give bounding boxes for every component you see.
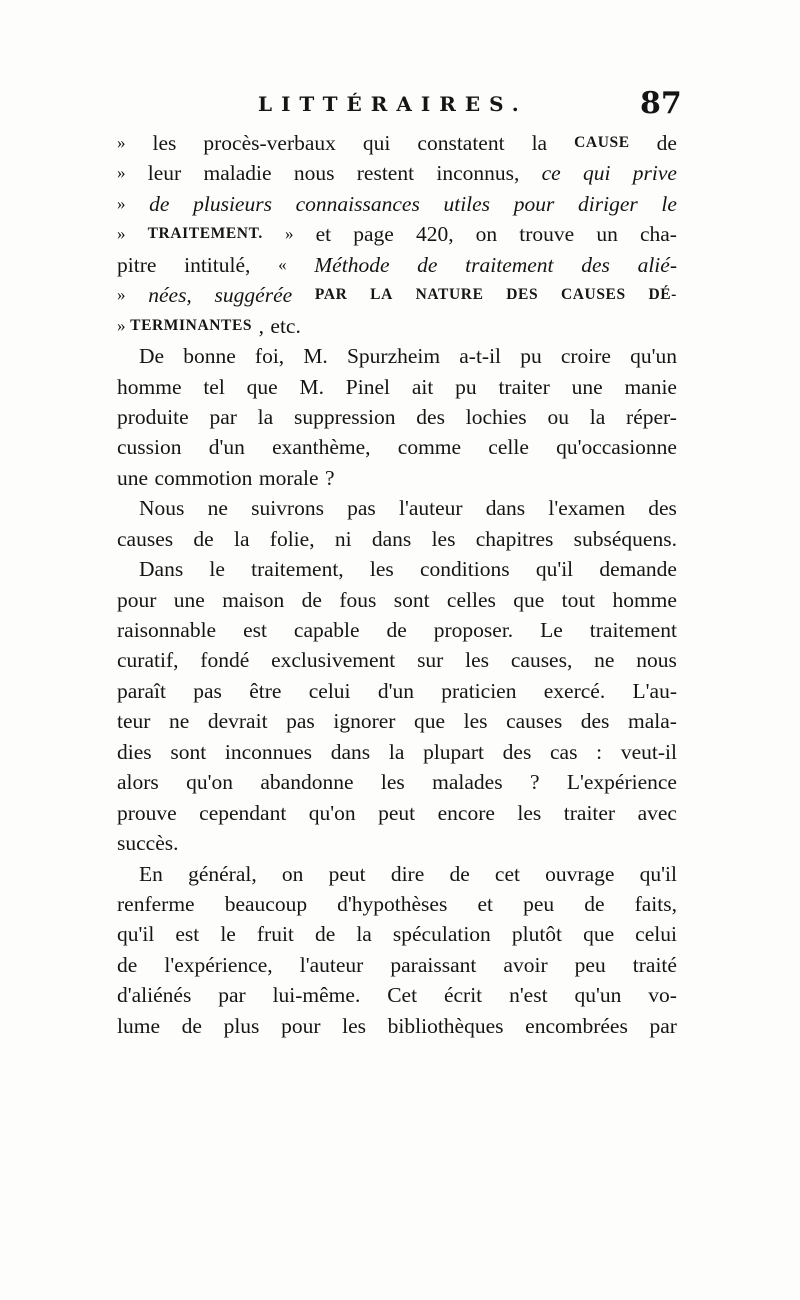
word: vo- bbox=[648, 983, 677, 1008]
word: traitement, bbox=[251, 557, 344, 582]
text-line bbox=[117, 798, 677, 828]
word: exanthème, bbox=[272, 435, 371, 460]
word: celui bbox=[308, 678, 351, 703]
word: la bbox=[356, 922, 372, 947]
text-line bbox=[117, 524, 677, 554]
word: lochies bbox=[465, 404, 527, 429]
word: ouvrage bbox=[545, 861, 615, 886]
word: ne bbox=[169, 709, 190, 734]
word: DÉ- bbox=[648, 286, 677, 304]
body-text bbox=[117, 128, 677, 1041]
word: ne bbox=[207, 496, 228, 521]
text-line bbox=[117, 128, 677, 158]
word: homme bbox=[612, 587, 677, 612]
word: faits, bbox=[634, 891, 677, 916]
word: traité bbox=[632, 952, 677, 977]
word: maladie bbox=[203, 161, 272, 186]
word: avec bbox=[637, 800, 677, 825]
text-line bbox=[117, 828, 677, 858]
word: suivrons bbox=[251, 496, 324, 521]
word: de bbox=[314, 922, 336, 947]
word: Pinel bbox=[345, 374, 390, 399]
word: bibliothèques bbox=[387, 1013, 504, 1038]
word: Méthode bbox=[314, 252, 390, 277]
word: alors bbox=[117, 770, 159, 795]
word: causes bbox=[506, 709, 563, 734]
word: de bbox=[117, 952, 138, 977]
word: fous bbox=[339, 587, 377, 612]
word: d'un bbox=[208, 435, 245, 460]
word: plusieurs bbox=[193, 191, 272, 216]
text-line bbox=[117, 341, 677, 371]
text-line bbox=[117, 889, 677, 919]
word: raisonnable bbox=[117, 618, 217, 642]
word: intitulé, bbox=[184, 252, 251, 277]
word: les bbox=[431, 526, 456, 551]
word: les bbox=[380, 770, 405, 795]
word: sur bbox=[417, 648, 444, 673]
word: d'un bbox=[377, 678, 414, 703]
word: peut bbox=[328, 861, 366, 886]
word: lui-même. bbox=[272, 983, 361, 1008]
word: l'expérience, bbox=[164, 952, 273, 977]
text-line bbox=[117, 250, 677, 280]
page-number: 87 bbox=[640, 86, 682, 121]
word: utiles bbox=[443, 191, 491, 216]
text-line bbox=[117, 432, 677, 462]
word: les bbox=[152, 131, 177, 155]
text-line bbox=[117, 280, 677, 310]
word: les bbox=[342, 1013, 367, 1038]
word: » bbox=[284, 224, 294, 244]
word: LA bbox=[370, 286, 393, 304]
word: De bbox=[139, 344, 165, 369]
word: l'auteur bbox=[299, 952, 364, 977]
word: nous bbox=[636, 648, 677, 673]
word: 420, bbox=[415, 222, 454, 247]
word: veut-il bbox=[620, 739, 677, 764]
word: qu'il bbox=[117, 922, 155, 947]
word: » bbox=[117, 193, 126, 213]
word: PAR bbox=[314, 286, 348, 304]
word: tout bbox=[561, 587, 596, 612]
word: plupart bbox=[423, 739, 484, 764]
word: M. bbox=[299, 374, 324, 399]
word: de bbox=[656, 131, 677, 155]
word: nées, bbox=[148, 283, 192, 308]
word: d'hypothèses bbox=[337, 891, 448, 916]
word: dans bbox=[485, 496, 526, 521]
word: de bbox=[149, 191, 170, 216]
word: TERMINANTES bbox=[130, 316, 253, 334]
word: de bbox=[301, 587, 322, 612]
word: celles bbox=[446, 587, 496, 612]
word: succès. bbox=[117, 831, 179, 856]
word: encore bbox=[437, 800, 495, 825]
word: NATURE bbox=[415, 286, 484, 304]
word: les bbox=[517, 800, 542, 825]
word: Cet bbox=[387, 983, 418, 1008]
word: qu'un bbox=[630, 344, 677, 369]
word: sont bbox=[393, 587, 430, 612]
word: une bbox=[173, 587, 205, 612]
word: CAUSES bbox=[560, 286, 626, 304]
word: la bbox=[589, 404, 606, 429]
word: malades bbox=[432, 770, 503, 795]
word: des bbox=[416, 404, 445, 429]
word: dans bbox=[371, 526, 412, 551]
word: qu'on bbox=[308, 800, 356, 825]
word: diriger bbox=[578, 191, 638, 216]
word: capable bbox=[293, 618, 360, 642]
word: que bbox=[414, 709, 446, 734]
word: chapitres bbox=[475, 526, 554, 551]
word: d'aliénés bbox=[117, 983, 192, 1008]
word: exclusivement bbox=[271, 648, 396, 673]
word: pour bbox=[281, 1013, 321, 1038]
word: » bbox=[117, 315, 126, 335]
word: ignorer bbox=[333, 709, 396, 734]
word: les bbox=[465, 648, 490, 673]
word: causes, bbox=[510, 648, 573, 673]
word: suppression bbox=[293, 404, 396, 429]
word: général, bbox=[188, 861, 257, 886]
word: le bbox=[209, 557, 225, 582]
text-line bbox=[117, 493, 677, 523]
word: L'expérience bbox=[566, 770, 677, 795]
word: restent bbox=[356, 161, 415, 186]
word: trouve bbox=[519, 222, 575, 247]
word: leur bbox=[147, 161, 182, 186]
word: on bbox=[281, 861, 304, 886]
word: de bbox=[181, 1013, 202, 1038]
word: pour bbox=[117, 587, 157, 612]
word: des bbox=[648, 496, 677, 521]
word: on bbox=[475, 222, 498, 247]
word: fruit bbox=[256, 922, 294, 947]
word: manie bbox=[624, 374, 677, 399]
word: plutôt bbox=[511, 922, 563, 947]
text-line bbox=[117, 311, 677, 341]
word: commotion bbox=[154, 465, 253, 490]
word: qu'il bbox=[639, 861, 677, 886]
word: une bbox=[117, 465, 149, 490]
word: par bbox=[209, 404, 237, 429]
word: folie, bbox=[269, 526, 315, 551]
word: Dans bbox=[139, 557, 184, 582]
text-line bbox=[117, 767, 677, 797]
word: Le bbox=[540, 618, 563, 642]
word: procès-verbaux bbox=[203, 131, 336, 155]
word: traiter bbox=[563, 800, 616, 825]
text-line bbox=[117, 554, 677, 584]
word: peu bbox=[523, 891, 555, 916]
word: qu'un bbox=[574, 983, 622, 1008]
text-line bbox=[117, 737, 677, 767]
word: de bbox=[386, 618, 407, 642]
word: connaissances bbox=[295, 191, 420, 216]
word: par bbox=[218, 983, 246, 1008]
word: CAUSE bbox=[574, 134, 630, 151]
word: inconnus, bbox=[436, 161, 520, 186]
word: constatent bbox=[417, 131, 505, 155]
word: des bbox=[580, 709, 610, 734]
word: spéculation bbox=[392, 922, 491, 947]
word: causes bbox=[117, 526, 174, 551]
text-line bbox=[117, 585, 677, 615]
text-line bbox=[117, 645, 677, 675]
word: que bbox=[583, 922, 615, 947]
word: prouve bbox=[117, 800, 177, 825]
word: qui bbox=[583, 161, 611, 186]
word: praticien bbox=[441, 678, 517, 703]
word: produite bbox=[117, 404, 189, 429]
word: M. bbox=[303, 344, 328, 369]
word: ? bbox=[529, 770, 540, 795]
word: être bbox=[249, 678, 282, 703]
word: est bbox=[243, 618, 267, 642]
word: morale bbox=[258, 465, 319, 490]
word: pu bbox=[455, 374, 477, 399]
word: cet bbox=[494, 861, 520, 886]
text-line bbox=[117, 615, 677, 645]
word: cas bbox=[550, 739, 578, 764]
word: pour bbox=[513, 191, 555, 216]
word: plus bbox=[223, 1013, 260, 1038]
word: ce bbox=[541, 161, 561, 186]
word: ? bbox=[325, 465, 335, 490]
word: qui bbox=[362, 131, 391, 155]
word: les bbox=[369, 557, 394, 582]
word: de bbox=[584, 891, 605, 916]
word: de bbox=[449, 861, 470, 886]
word: que bbox=[246, 374, 278, 399]
word: , bbox=[258, 313, 264, 338]
word: mala- bbox=[628, 709, 677, 734]
word: fondé bbox=[200, 648, 250, 673]
word: le bbox=[661, 191, 677, 216]
text-line bbox=[117, 676, 677, 706]
word: qu'occasionne bbox=[556, 435, 677, 460]
word: suggérée bbox=[214, 283, 293, 308]
word: » bbox=[117, 285, 126, 305]
word: avoir bbox=[503, 952, 548, 977]
word: abandonne bbox=[260, 770, 354, 795]
word: nous bbox=[293, 161, 335, 186]
text-line bbox=[117, 1011, 677, 1041]
word: écrit bbox=[443, 983, 483, 1008]
running-title: LITTÉRAIRES. bbox=[258, 92, 528, 116]
word: : bbox=[596, 739, 603, 764]
word: encombrées bbox=[525, 1013, 628, 1038]
word: pas bbox=[286, 709, 315, 734]
text-line bbox=[117, 463, 677, 493]
word: exercé. bbox=[543, 678, 606, 703]
text-line bbox=[117, 859, 677, 889]
word: peut bbox=[378, 800, 416, 825]
word: ait bbox=[411, 374, 434, 399]
word: traitement bbox=[589, 618, 677, 642]
word: etc. bbox=[270, 313, 301, 338]
word: croire bbox=[560, 344, 611, 369]
word: bonne bbox=[183, 344, 236, 369]
word: cha- bbox=[639, 222, 677, 247]
word: un bbox=[596, 222, 618, 247]
word: dire bbox=[390, 861, 425, 886]
word: de bbox=[193, 526, 214, 551]
word: » bbox=[117, 163, 126, 183]
word: ne bbox=[594, 648, 615, 673]
word: pas bbox=[193, 678, 222, 703]
text-line bbox=[117, 402, 677, 432]
word: est bbox=[175, 922, 200, 947]
word: maison bbox=[222, 587, 285, 612]
word: » bbox=[117, 133, 126, 152]
word: proposer. bbox=[433, 618, 514, 642]
word: la bbox=[257, 404, 274, 429]
word: cependant bbox=[199, 800, 287, 825]
word: pas bbox=[347, 496, 376, 521]
text-line bbox=[117, 919, 677, 949]
word: traitement bbox=[465, 252, 554, 277]
word: DES bbox=[506, 286, 539, 304]
word: beaucoup bbox=[224, 891, 308, 916]
word: prive bbox=[632, 161, 677, 186]
word: foi, bbox=[254, 344, 285, 369]
word: a-t-il bbox=[459, 344, 502, 369]
word: alié- bbox=[637, 252, 677, 277]
text-line bbox=[117, 189, 677, 219]
word: des bbox=[502, 739, 532, 764]
word: Spurzheim bbox=[346, 344, 441, 369]
word: ni bbox=[334, 526, 352, 551]
word: sont bbox=[170, 739, 207, 764]
text-line bbox=[117, 372, 677, 402]
word: curatif, bbox=[117, 648, 179, 673]
word: dans bbox=[330, 739, 371, 764]
word: conditions bbox=[420, 557, 510, 582]
word: subséquens. bbox=[573, 526, 677, 551]
word: n'est bbox=[509, 983, 548, 1008]
word: tel bbox=[203, 374, 225, 399]
word: la bbox=[233, 526, 250, 551]
word: peu bbox=[574, 952, 606, 977]
word: la bbox=[531, 131, 548, 155]
word: l'auteur bbox=[399, 496, 463, 521]
word: le bbox=[220, 922, 236, 947]
word: la bbox=[388, 739, 405, 764]
word: les bbox=[463, 709, 488, 734]
word: TRAITEMENT. bbox=[147, 225, 263, 243]
word: et bbox=[477, 891, 493, 916]
word: paraissant bbox=[390, 952, 477, 977]
word: comme bbox=[397, 435, 462, 460]
word: devrait bbox=[207, 709, 268, 734]
word: cussion bbox=[117, 435, 182, 460]
word: page bbox=[353, 222, 394, 247]
word: L'au- bbox=[632, 678, 677, 703]
text-line bbox=[117, 706, 677, 736]
word: dies bbox=[117, 739, 152, 764]
text-line bbox=[117, 980, 677, 1010]
word: par bbox=[649, 1013, 677, 1038]
word: paraît bbox=[117, 678, 166, 703]
text-line bbox=[117, 950, 677, 980]
word: et bbox=[315, 222, 332, 247]
word: pu bbox=[520, 344, 542, 369]
word: l'examen bbox=[548, 496, 626, 521]
word: lume bbox=[117, 1013, 160, 1038]
word: Nous bbox=[139, 496, 185, 521]
word: demande bbox=[599, 557, 677, 582]
word: homme bbox=[117, 374, 182, 399]
word: que bbox=[513, 587, 545, 612]
word: celui bbox=[635, 922, 677, 947]
word: pitre bbox=[117, 252, 157, 277]
word: une bbox=[571, 374, 603, 399]
word: En bbox=[139, 861, 163, 886]
word: ou bbox=[547, 404, 569, 429]
word: des bbox=[581, 252, 610, 277]
text-line bbox=[117, 219, 677, 249]
word: teur bbox=[117, 709, 151, 734]
word: celle bbox=[488, 435, 529, 460]
word: réper- bbox=[626, 404, 677, 429]
text-line bbox=[117, 158, 677, 188]
word: renferme bbox=[117, 891, 195, 916]
word: traiter bbox=[498, 374, 550, 399]
word: » bbox=[117, 224, 126, 244]
word: « bbox=[278, 254, 287, 274]
word: qu'il bbox=[535, 557, 574, 582]
word: inconnues bbox=[224, 739, 313, 764]
word: de bbox=[417, 252, 438, 277]
word: qu'on bbox=[186, 770, 234, 795]
